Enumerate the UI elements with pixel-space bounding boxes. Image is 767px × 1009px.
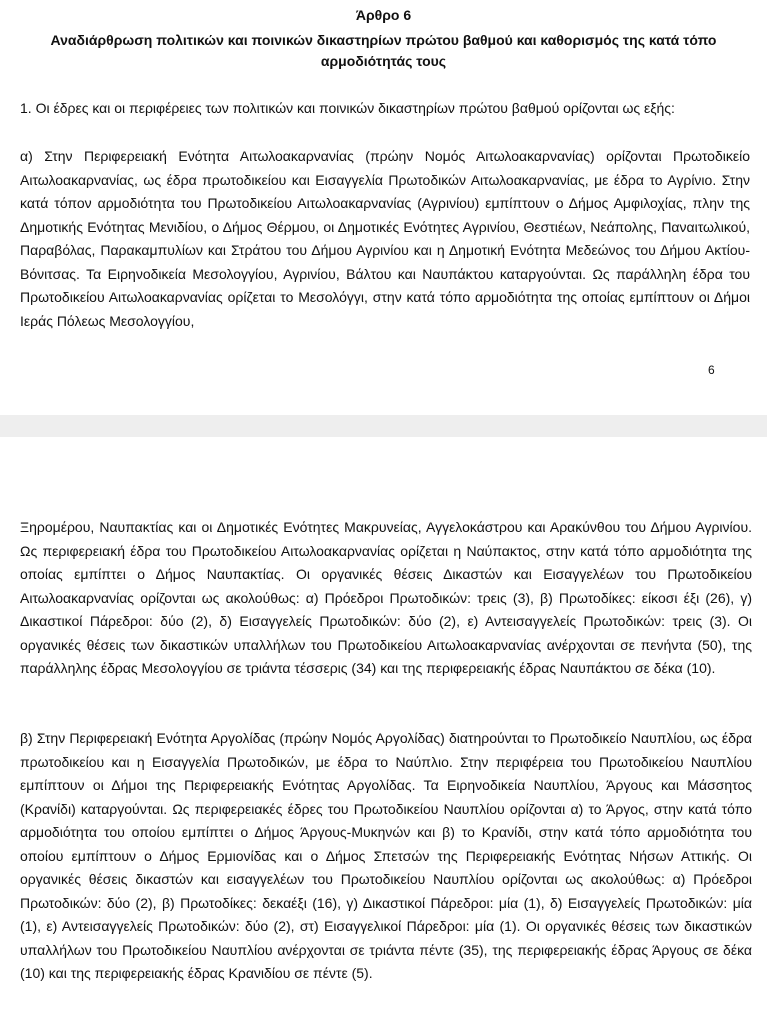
article-title-line-1: Αναδιάρθρωση πολιτικών και ποινικών δικαστηρίων πρώτου βαθμού και καθορισμός της κατά τόπο xyxy=(50,32,717,48)
page-number: 6 xyxy=(708,363,715,377)
document-page-7 xyxy=(0,437,767,1009)
paragraph-a-part-2: Ξηρομέρου, Ναυπακτίας και οι Δημοτικές Ενότητες Μακρυνείας, Αγγελοκάστρου και Αρακύνθου του Δήμου Αγρινίου. Ως περιφερειακή έδρα του Πρωτοδικείου Αιτωλοακαρνανίας ορίζεται η Ναύπακτος, στην κατά τόπο αρμοδιότητα της οποίας εμπίπτει ο Δήμος Ναυπακτίας. Οι οργανικές θέσεις Δικαστών και Εισαγγελέων του Πρωτοδικείου Αιτωλοακαρνανίας ορίζονται ως ακολούθως: α) Πρόεδροι Πρωτοδικών: τρεις (3), β) Πρωτοδίκες: είκοσι έξι (26), γ) Δικαστικοί Πάρεδροι: δύο (2), δ) Εισαγγελείς Πρωτοδικών: δύο (2), ε) Αντεισαγγελείς Πρωτοδικών: τρεις (3). Οι οργανικές θέσεις των δικαστικών υπαλλήλων του Πρωτοδικείου Αιτωλοακαρνανίας ανέρχονται σε πενήντα (50), της παράλληλης έδρας Μεσολογγίου σε τριάντα τέσσερις (34) και της περιφερειακής έδρας Ναυπάκτου σε δέκα (10). xyxy=(20,519,752,676)
article-heading: Άρθρο 6 xyxy=(355,7,412,23)
paragraph-intro: 1. Οι έδρες και οι περιφέρειες των πολιτικών και ποινικών δικαστηρίων πρώτου βαθμού ορίζονται ως εξής: xyxy=(20,100,675,116)
document-page-6 xyxy=(0,0,767,415)
paragraph-a-part-1: α) Στην Περιφερειακή Ενότητα Αιτωλοακαρνανίας (πρώην Νομός Αιτωλοακαρνανίας) ορίζονται Πρωτοδικείο Αιτωλοακαρνανίας, ως έδρα πρωτοδικείου και Εισαγγελία Πρωτοδικών Αιτωλοακαρνανίας, με έδρα το Αγρίνιο. Στην κατά τόπον αρμοδιότητα του Πρωτοδικείου Αιτωλοακαρνανίας (Αγρινίου) εμπίπτουν ο Δήμος Αμφιλοχίας, πλην της Δημοτικής Ενότητας Μενιδίου, ο Δήμος Θέρμου, οι Δημοτικές Ενότητες Αγρινίου, Θεστιέων, Νεάπολης, Παναιτωλικού, Παραβόλας, Παρακαμπυλίων και Στράτου του Δήμου Αγρινίου και η Δημοτική Ενότητα Μεδεώνος του Δήμου Ακτίου- Βόνιτσας. Τα Ειρηνοδικεία Μεσολογγίου, Αγρινίου, Βάλτου και Ναυπάκτου καταργούνται. Ως παράλληλη έδρα του Πρωτοδικείου Αιτωλοακαρνανίας ορίζεται το Μεσολόγγι, στην κατά τόπο αρμοδιότητα της οποίας εμπίπτουν οι Δήμοι Ιεράς Πόλεως Μεσολογγίου, xyxy=(20,148,750,329)
page-separator xyxy=(0,415,767,437)
paragraph-b: β) Στην Περιφερειακή Ενότητα Αργολίδας (πρώην Νομός Αργολίδας) διατηρούνται το Πρωτοδικείο Ναυπλίου, ως έδρα πρωτοδικείου και η Εισαγγελία Πρωτοδικών, με έδρα το Ναύπλιο. Στην περιφέρεια του Πρωτοδικείου Ναυπλίου εμπίπτουν οι Δήμοι της Περιφερειακής Ενότητας Αργολίδας. Τα Ειρηνοδικεία Ναυπλίου, Άργους και Μάσσητος (Κρανίδι) καταργούνται. Ως περιφερειακές έδρες του Πρωτοδικείου Ναυπλίου ορίζονται α) το Άργος, στην κατά τόπο αρμοδιότητα του οποίου εμπίπτει ο Δήμος Άργους-Μυκηνών και β) το Κρανίδι, στην κατά τόπο αρμοδιότητα του οποίου εμπίπτουν ο Δήμος Ερμιονίδας και ο Δήμος Σπετσών της Περιφερειακής Ενότητας Νήσων Αττικής. Οι οργανικές θέσεις δικαστών και εισαγγελέων του Πρωτοδικείου Ναυπλίου ορίζονται ως ακολούθως: α) Πρόεδροι Πρωτοδικών: δύο (2), β) Πρωτοδίκες: δεκαέξι (16), γ) Δικαστικοί Πάρεδροι: μία (1), δ) Εισαγγελείς Πρωτοδικών: μία (1), ε) Αντεισαγγελείς Πρωτοδικών: δύο (2), στ) Εισαγγελικοί Πάρεδροι: μία (1). Οι οργανικές θέσεις των δικαστικών υπαλλήλων του Πρωτοδικείου Ναυπλίου ανέρχονται σε τριάντα πέντε (35), της περιφερειακής έδρας Άργους σε δέκα (10) και της περιφερειακής έδρας Κρανιδίου σε πέντε (5). xyxy=(20,730,752,981)
article-title-line-2: αρμοδιότητάς τους xyxy=(320,53,447,69)
